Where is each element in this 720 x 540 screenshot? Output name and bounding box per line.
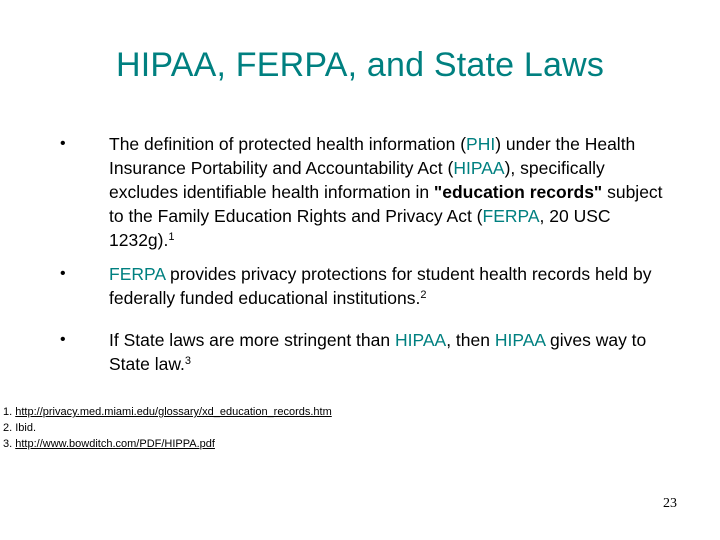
term-hipaa: HIPAA <box>394 330 447 350</box>
term-ferpa: FERPA <box>482 206 540 226</box>
footnote-item: 1. http://privacy.med.miami.edu/glossary/xd_education_records.htm <box>3 406 332 418</box>
footnote-item: 3. http://www.bowditch.com/PDF/HIPPA.pdf <box>3 438 215 450</box>
bullet-text: The definition of protected health information (PHI) under the Health Insurance Portability and Accountability Act (HIPAA), specifically excludes identifiable health information in "education records" subject to the Family Education Rights and Privacy Act (FERPA, 20 USC 1232g).$^1$ <box>109 134 663 250</box>
term-ferpa: FERPA <box>109 264 166 284</box>
term-hipaa: HIPAA <box>494 330 546 350</box>
footnote-ref: 1 <box>168 231 175 243</box>
footnote-ref: 3 <box>184 355 192 367</box>
slide-title: HIPAA, FERPA, and State Laws <box>115 46 605 84</box>
footnote-item: 2. Ibid. <box>3 422 37 434</box>
bullet-icon: • <box>60 331 66 348</box>
footnote-ref: 2 <box>420 289 427 301</box>
bullet-icon: • <box>60 135 66 152</box>
bullet-icon: • <box>60 265 66 282</box>
footnote-link[interactable]: http://privacy.med.miami.edu/glossary/xd_education_records.htm <box>15 406 332 418</box>
bullet-text: FERPA provides privacy protections for student health records held by federally funded educational institutions.$^2$ <box>109 264 652 308</box>
footnote-link[interactable]: http://www.bowditch.com/PDF/HIPPA.pdf <box>15 438 215 450</box>
page-number: 23 <box>663 496 677 511</box>
term-hipaa: HIPAA <box>453 158 505 178</box>
bullet-text: If State laws are more stringent than HIPAA, then HIPAA gives way to State law.$^3$ <box>109 330 647 374</box>
footnotes <box>3 404 332 452</box>
term-education-records: "education records" <box>433 182 603 202</box>
term-phi: PHI <box>466 134 496 154</box>
